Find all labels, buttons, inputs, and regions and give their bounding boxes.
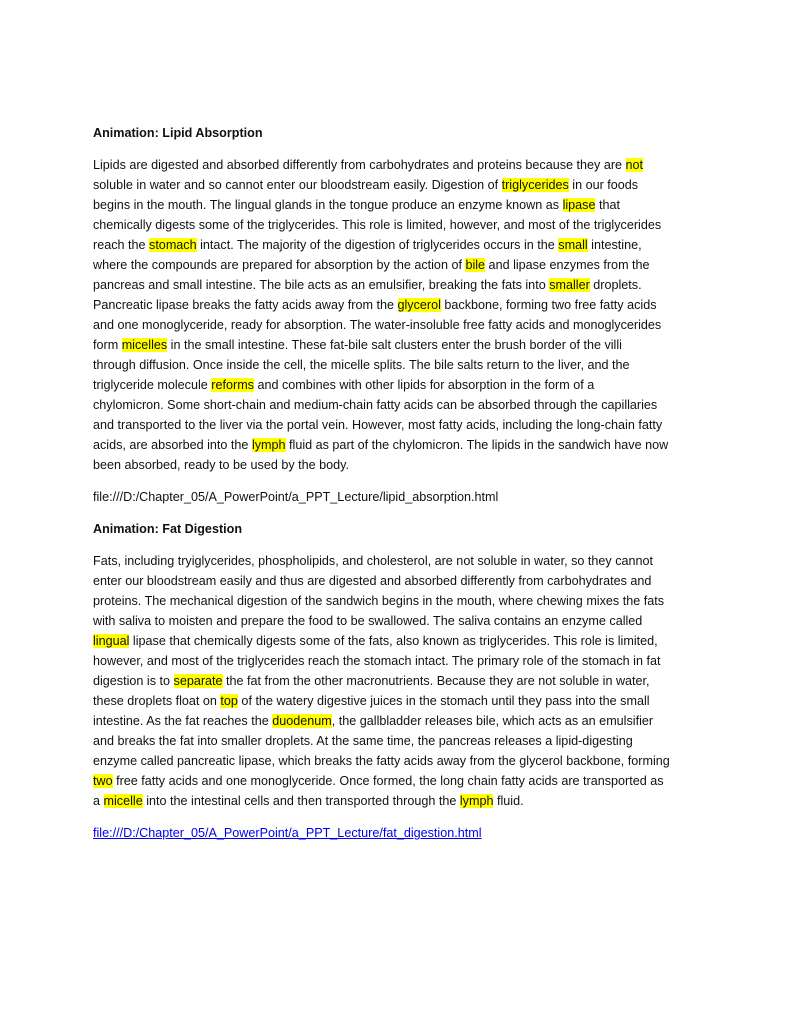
- text-run: and lipase enzymes from the: [485, 258, 650, 272]
- text-run: soluble in water and so cannot enter our bloodstream easily. Digestion of: [93, 178, 502, 192]
- text-run: in our foods: [568, 178, 639, 192]
- file-link-row: [93, 823, 703, 843]
- highlighted-term: two: [93, 774, 113, 788]
- text-line: [93, 395, 703, 415]
- text-run: Pancreatic lipase breaks the fatty acids away from the: [93, 298, 398, 312]
- text-run: enzyme called pancreatic lipase, which breaks the fatty acids away from the glycerol backbone, forming: [93, 754, 670, 768]
- highlighted-term: small: [558, 238, 588, 252]
- text-line: [93, 195, 703, 215]
- text-line: [93, 155, 703, 175]
- highlighted-term: triglycerides: [501, 178, 569, 192]
- file-path-text: file:///D:/Chapter_05/A_PowerPoint/a_PPT_Lecture/lipid_absorption.html: [93, 490, 499, 504]
- text-line: [93, 671, 703, 691]
- text-line: [93, 571, 703, 591]
- text-line: [93, 175, 703, 195]
- text-run: free fatty acids and one monoglyceride. Once formed, the long chain fatty acids are transported as: [112, 774, 664, 788]
- text-line: [93, 611, 703, 631]
- highlighted-term: separate: [173, 674, 223, 688]
- section-paragraph: [93, 551, 703, 811]
- file-link[interactable]: file:///D:/Chapter_05/A_PowerPoint/a_PPT_Lecture/fat_digestion.html: [93, 826, 482, 840]
- text-run: begins in the mouth. The lingual glands in the tongue produce an enzyme known as: [93, 198, 563, 212]
- section-heading: Animation: Fat Digestion: [93, 522, 243, 536]
- text-run: fluid as part of the chylomicron. The lipids in the sandwich have now: [285, 438, 669, 452]
- highlighted-term: lingual: [93, 634, 130, 648]
- highlighted-term: top: [220, 694, 238, 708]
- highlighted-term: duodenum: [272, 714, 332, 728]
- text-line: [93, 455, 703, 475]
- text-run: that: [595, 198, 620, 212]
- text-line: [93, 295, 703, 315]
- text-line: [93, 551, 703, 571]
- text-line: [93, 275, 703, 295]
- text-run: intact. The majority of the digestion of triglycerides occurs in the: [196, 238, 559, 252]
- text-run: enter our bloodstream easily and thus are digested and absorbed differently from carbohydrates and: [93, 574, 652, 588]
- text-line: [93, 771, 703, 791]
- text-run: lipase that chemically digests some of the fats, also known as triglycerides. This role is limited,: [129, 634, 658, 648]
- text-run: form: [93, 338, 122, 352]
- section-heading: Animation: Lipid Absorption: [93, 126, 263, 140]
- text-run: triglyceride molecule: [93, 378, 212, 392]
- text-run: Lipids are digested and absorbed differently from carbohydrates and proteins because they are: [93, 158, 626, 172]
- text-line: [93, 315, 703, 335]
- text-run: chylomicron. Some short-chain and medium-chain fatty acids can be absorbed through the capillaries: [93, 398, 658, 412]
- text-run: through diffusion. Once inside the cell, the micelle splits. The bile salts return to the liver, and the: [93, 358, 630, 372]
- text-line: [93, 335, 703, 355]
- highlighted-term: lymph: [459, 794, 494, 808]
- highlighted-term: micelles: [121, 338, 168, 352]
- text-line: [93, 375, 703, 395]
- section-lipid-absorption: [93, 123, 703, 507]
- text-run: and combines with other lipids for absorption in the form of a: [253, 378, 595, 392]
- text-line: [93, 651, 703, 671]
- text-run: into the intestinal cells and then transported through the: [142, 794, 460, 808]
- text-line: [93, 235, 703, 255]
- text-run: intestine. As the fat reaches the: [93, 714, 273, 728]
- text-run: fluid.: [493, 794, 524, 808]
- text-run: acids, are absorbed into the: [93, 438, 252, 452]
- text-run: however, and most of the triglycerides reach the stomach intact. The primary role of the stomach in fat: [93, 654, 661, 668]
- text-run: of the watery digestive juices in the stomach until they pass into the small: [237, 694, 650, 708]
- text-line: [93, 731, 703, 751]
- text-run: and transported to the liver via the portal vein. However, most fatty acids, including the long-chain fatty: [93, 418, 663, 432]
- text-run: pancreas and small intestine. The bile acts as an emulsifier, breaking the fats into: [93, 278, 550, 292]
- text-line: [93, 591, 703, 611]
- text-line: [93, 791, 703, 811]
- text-run: and breaks the fat into smaller droplets. At the same time, the pancreas releases a lipid-digesting: [93, 734, 633, 748]
- text-run: with saliva to moisten and prepare the food to be swallowed. The saliva contains an enzyme called: [93, 614, 643, 628]
- highlighted-term: reforms: [211, 378, 254, 392]
- text-run: proteins. The mechanical digestion of the sandwich begins in the mouth, where chewing mixes the fats: [93, 594, 665, 608]
- text-run: Fats, including tryiglycerides, phospholipids, and cholesterol, are not soluble in water, so they cannot: [93, 554, 654, 568]
- text-run: been absorbed, ready to be used by the body.: [93, 458, 350, 472]
- text-run: reach the: [93, 238, 150, 252]
- text-line: [93, 415, 703, 435]
- text-run: chemically digests some of the triglycerides. This role is limited, however, and most of the triglycerides: [93, 218, 662, 232]
- text-line: [93, 215, 703, 235]
- highlighted-term: not: [625, 158, 644, 172]
- document-body: [93, 123, 703, 855]
- text-line: [93, 691, 703, 711]
- highlighted-term: stomach: [149, 238, 197, 252]
- highlighted-term: micelle: [103, 794, 143, 808]
- text-line: [93, 711, 703, 731]
- text-run: backbone, forming two free fatty acids: [440, 298, 657, 312]
- text-run: droplets.: [589, 278, 642, 292]
- section-fat-digestion: [93, 519, 703, 843]
- text-run: in the small intestine. These fat-bile salt clusters enter the brush border of the villi: [167, 338, 622, 352]
- highlighted-term: bile: [465, 258, 486, 272]
- highlighted-term: lymph: [251, 438, 286, 452]
- text-run: , the gallbladder releases bile, which acts as an emulsifier: [331, 714, 654, 728]
- highlighted-term: glycerol: [397, 298, 441, 312]
- text-run: digestion is to: [93, 674, 174, 688]
- text-run: where the compounds are prepared for absorption by the action of: [93, 258, 466, 272]
- text-line: [93, 435, 703, 455]
- text-run: a: [93, 794, 104, 808]
- text-line: [93, 631, 703, 651]
- text-run: intestine,: [587, 238, 642, 252]
- text-line: [93, 255, 703, 275]
- text-line: [93, 355, 703, 375]
- text-run: and one monoglyceride, ready for absorption. The water-insoluble free fatty acids and monoglycerides: [93, 318, 662, 332]
- highlighted-term: smaller: [549, 278, 590, 292]
- section-paragraph: [93, 155, 703, 475]
- text-run: these droplets float on: [93, 694, 221, 708]
- highlighted-term: lipase: [562, 198, 596, 212]
- text-line: [93, 751, 703, 771]
- text-run: the fat from the other macronutrients. Because they are not soluble in water,: [222, 674, 650, 688]
